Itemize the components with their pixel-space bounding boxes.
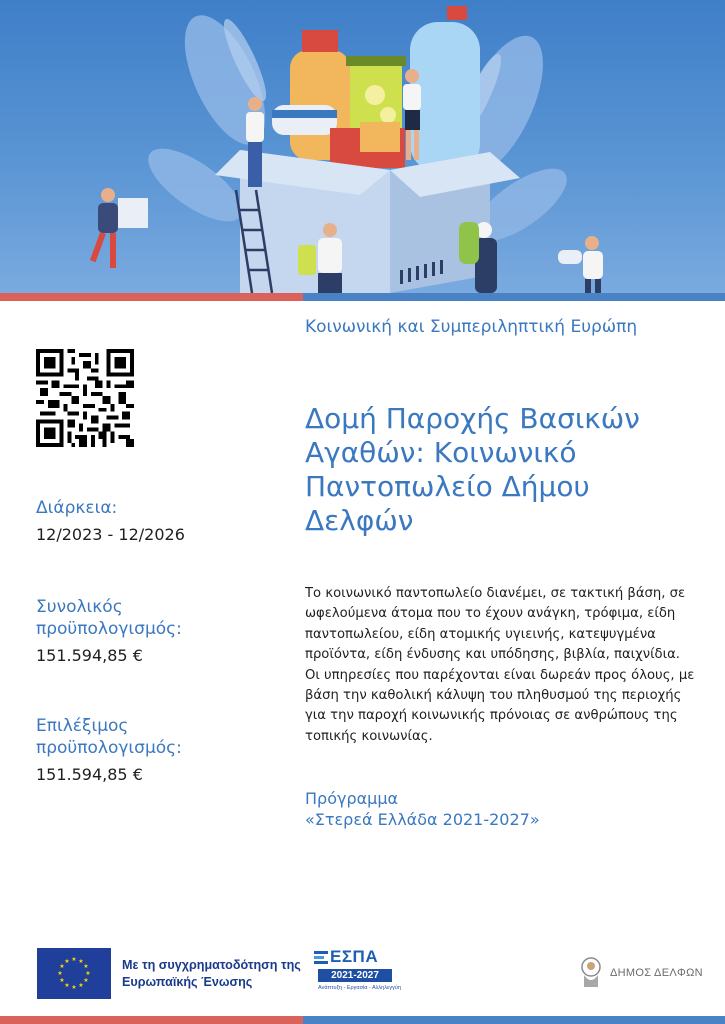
eu-cofunding-text: Με τη συγχρηματοδότηση της Ευρωπαϊκής Ένωσης [122,958,301,989]
project-description: Το κοινωνικό παντοπωλείο διανέμει, σε τακτική βάση, σε ωφελούμενα άτομα που το έχουν ανάγκη, τρόφιμα, είδη παντοπωλείου, είδη ατομικής υγιεινής, κατεψυγμένα προϊόντα, είδη ένδυσης και υπόδησης, βιβλία, παιχνίδια. Οι υπηρεσίες που παρέχονται είναι δωρεάν προς όλους, με βάση την καθολική κάλυψη του πληθυσμού της περιοχής για την παροχή κοινωνικής πρόνοιας σε ανθρώπους της τοπικής κοινωνίας. [305,586,695,744]
svg-text:★: ★ [59,977,65,984]
programme-line-2: «Στερεά Ελλάδα 2021-2027» [305,810,540,829]
espa-mark-icon [314,951,328,965]
svg-text:★: ★ [83,963,89,970]
total-budget-value: 151.594,85 € [36,646,143,665]
svg-text:★: ★ [83,977,89,984]
svg-text:★: ★ [85,970,91,977]
top-color-stripe [0,293,725,301]
svg-text:★: ★ [64,958,70,965]
svg-text:★: ★ [71,956,77,963]
stripe-blue-segment-bottom [303,1016,725,1024]
programme-line-1: Πρόγραμμα [305,789,399,808]
eligible-budget-value: 151.594,85 € [36,765,143,784]
municipality-name: ΔΗΜΟΣ ΔΕΛΦΩΝ [610,967,703,979]
svg-text:★: ★ [71,984,77,991]
duration-label: Διάρκεια: [36,498,118,518]
eligible-budget-label: Επιλέξιμος προϋπολογισμός: [36,716,182,758]
grocery-box-illustration-icon [0,0,725,293]
svg-text:★: ★ [59,963,65,970]
espa-word: ΕΣΠΑ [330,947,379,966]
svg-text:★: ★ [78,958,84,965]
dimos-emblem-icon [576,955,606,989]
stripe-red-segment [0,293,303,301]
duration-value: 12/2023 - 12/2026 [36,525,185,544]
page-title: Δομή Παροχής Βασικών Αγαθών: Κοινωνικό Παντοπωλείο Δήμου Δελφών [305,402,640,537]
svg-text:★: ★ [57,970,63,977]
bottom-color-stripe [0,1016,725,1024]
espa-tagline: Ανάπτυξη - Εργασία - Αλληλεγγύη [318,985,401,991]
svg-text:★: ★ [64,982,70,989]
espa-years: 2021-2027 [318,969,392,982]
stripe-red-segment-bottom [0,1016,303,1024]
total-budget-label: Συνολικός προϋπολογισμός: [36,597,182,639]
programme-heading [305,788,685,830]
qr-code-icon[interactable] [36,349,134,447]
espa-logo [314,947,401,997]
hero-illustration [0,0,725,293]
dimos-delfon-logo [576,955,704,989]
svg-text:★: ★ [78,982,84,989]
stripe-blue-segment [303,293,725,301]
program-name: Κοινωνική και Συμπεριληπτική Ευρώπη [305,317,638,337]
eu-flag-icon [37,948,111,999]
